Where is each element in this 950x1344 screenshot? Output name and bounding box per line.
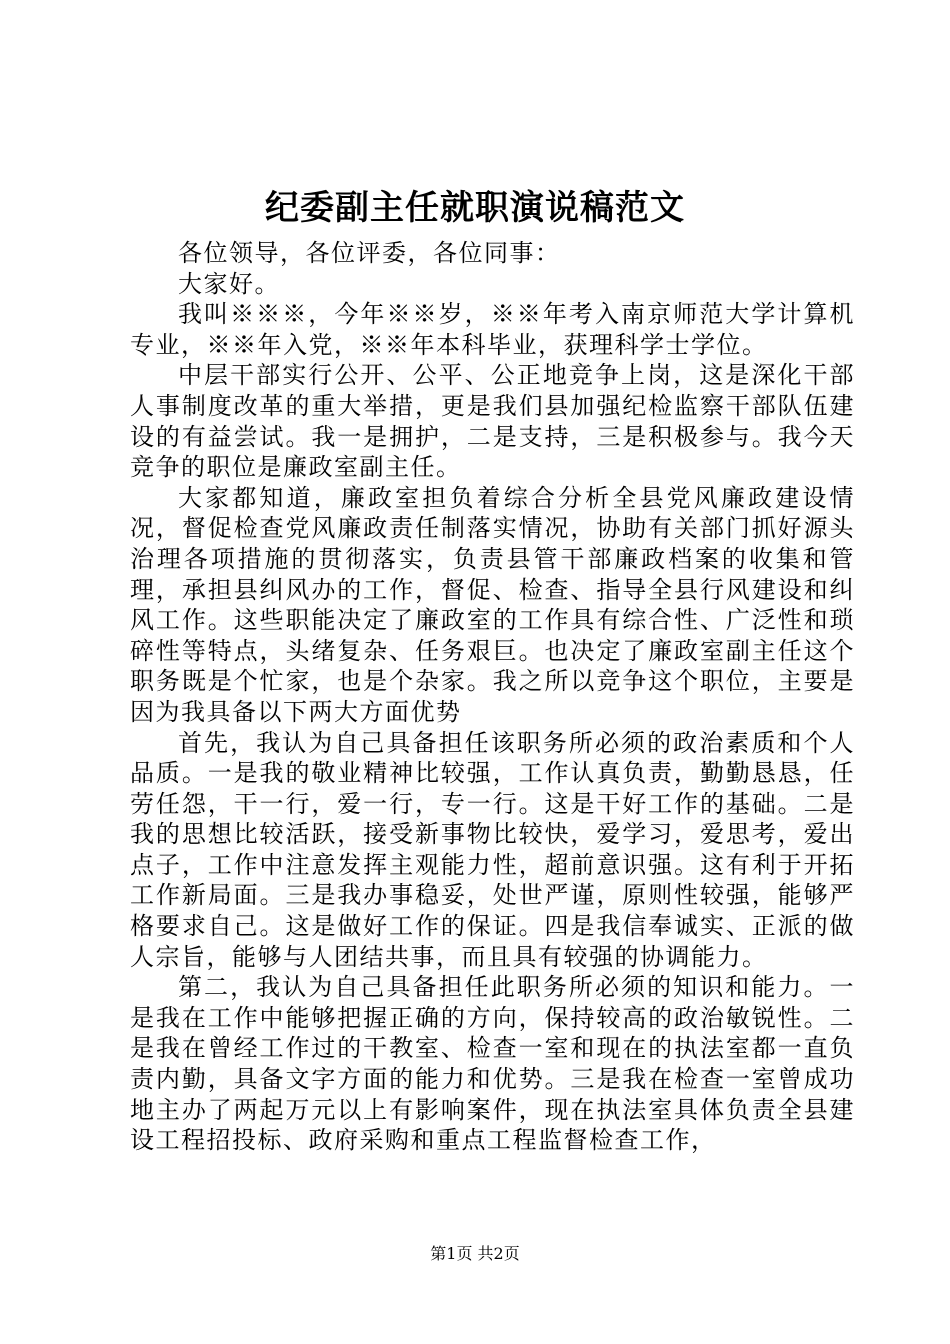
document-body	[130, 238, 855, 1156]
paragraph-office-duties: 大家都知道，廉政室担负着综合分析全县党风廉政建设情况，督促检查党风廉政责任制落实情况，协助有关部门抓好源头治理各项措施的贯彻落实，负责县管干部廉政档案的收集和管理，承担县纠风办的工作，督促、检查、指导全县行风建设和纠风工作。这些职能决定了廉政室的工作具有综合性、广泛性和琐碎性等特点，头绪复杂、任务艰巨。也决定了廉政室副主任这个职务既是个忙家，也是个杂家。我之所以竞争这个职位，主要是因为我具备以下两大方面优势	[130, 483, 855, 726]
paragraph-competition: 中层干部实行公开、公平、公正地竞争上岗，这是深化干部人事制度改革的重大举措，更是我们县加强纪检监察干部队伍建设的有益尝试。我一是拥护，二是支持，三是积极参与。我今天竞争的职位是廉政室副主任。	[130, 361, 855, 482]
paragraph-introduction: 我叫※※※，今年※※岁，※※年考入南京师范大学计算机专业，※※年入党，※※年本科毕业，获理科学士学位。	[130, 300, 855, 359]
paragraph-hello: 大家好。	[178, 269, 280, 298]
page-number-footer: 第1页 共2页	[430, 1244, 520, 1263]
paragraph-first-advantage: 首先，我认为自己具备担任该职务所必须的政治素质和个人品质。一是我的敬业精神比较强，工作认真负责，勤勤恳恳，任劳任怨，干一行，爱一行，专一行。这是干好工作的基础。二是我的思想比较活跃，接受新事物比较快，爱学习，爱思考，爱出点子，工作中注意发挥主观能力性，超前意识强。这有利于开拓工作新局面。三是我办事稳妥，处世严谨，原则性较强，能够严格要求自己。这是做好工作的保证。四是我信奉诚实、正派的做人宗旨，能够与人团结共事，而且具有较强的协调能力。	[130, 728, 855, 971]
paragraph-second-advantage: 第二，我认为自己具备担任此职务所必须的知识和能力。一是我在工作中能够把握正确的方向，保持较高的政治敏锐性。二是我在曾经工作过的干教室、检查一室和现在的执法室都一直负责内勤，具备文字方面的能力和优势。三是我在检查一室曾成功地主办了两起万元以上有影响案件，现在执法室具体负责全县建设工程招投标、政府采购和重点工程监督检查工作，	[130, 973, 855, 1155]
paragraph-greeting: 各位领导，各位评委，各位同事：	[178, 239, 561, 267]
document-title: 纪委副主任就职演说稿范文	[265, 188, 685, 228]
